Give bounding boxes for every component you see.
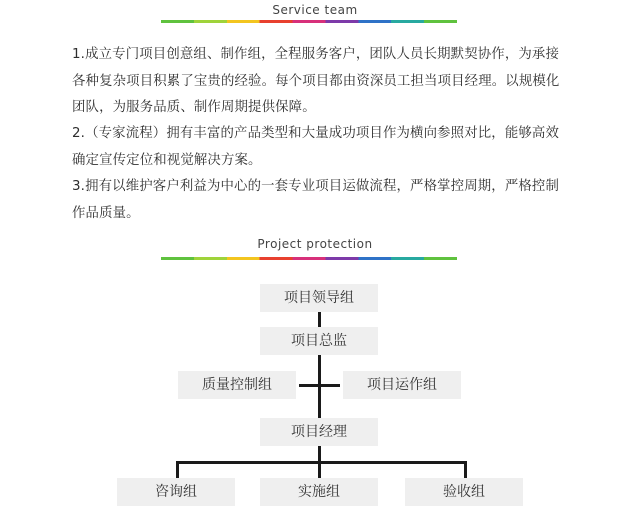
org-box-consult: 咨询组 (117, 478, 235, 506)
connector-left-drop (176, 461, 179, 478)
paragraph-3: 3.拥有以维护客户利益为中心的一套专业项目运做流程，严格掌控周期，严格控制作品质量。 (72, 179, 559, 221)
org-box-operation: 项目运作组 (343, 371, 461, 399)
service-team-underline (161, 20, 457, 23)
paragraph-1: 1.成立专门项目创意组、制作组，全程服务客户，团队人员长期默契协作，为承接各种复杂项目积累了宝贵的经验。每个项目都由资深员工担当项目经理。以规模化团队，为服务品质、制作周期提供保障。 (72, 47, 560, 115)
connector-mid-drop (318, 461, 321, 478)
connector-bottom-bar (176, 461, 467, 464)
org-box-director: 项目总监 (260, 327, 378, 355)
org-box-acceptance: 验收组 (405, 478, 523, 506)
org-box-quality: 质量控制组 (178, 371, 296, 399)
org-box-implement: 实施组 (260, 478, 378, 506)
connector-right-drop (464, 461, 467, 478)
project-protection-underline (161, 257, 457, 260)
service-team-title: Service team (272, 3, 358, 17)
project-protection-title: Project protection (257, 237, 373, 251)
org-box-manager: 项目经理 (260, 418, 378, 446)
connector-side (299, 384, 340, 387)
paragraph-2: 2.（专家流程）拥有丰富的产品类型和大量成功项目作为横向参照对比，能够高效确定宣传定位和视觉解决方案。 (72, 126, 559, 168)
org-box-leader: 项目领导组 (260, 284, 378, 312)
